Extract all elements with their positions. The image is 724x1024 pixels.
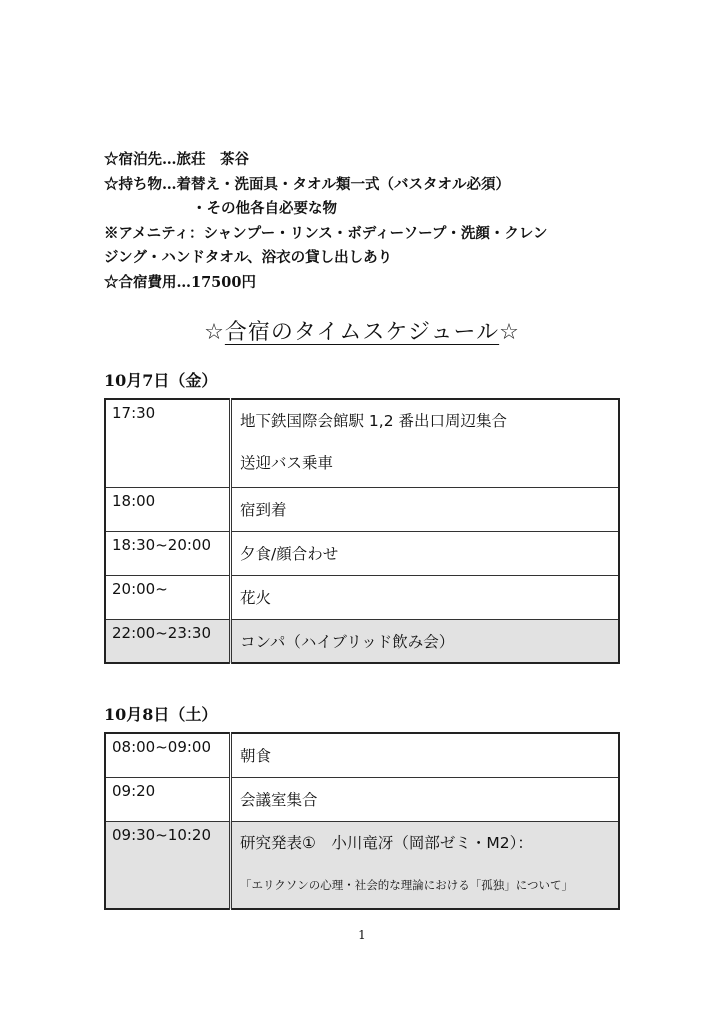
table-row (105, 399, 619, 487)
activity-cell: 会議室集合 (231, 777, 620, 821)
cost-line: ☆合宿費用…17500円 (104, 273, 256, 291)
time-cell: 20:00~ (105, 575, 231, 619)
activity-cell: 花火 (231, 575, 620, 619)
time-cell: 17:30 (105, 399, 231, 487)
belongings-line: ☆持ち物…着替え・洗面具・タオル類一式（バスタオル必須） (104, 175, 510, 193)
day1-heading: 10月7日（金） (104, 371, 218, 390)
day1-schedule-table (104, 398, 620, 664)
page-number: 1 (358, 928, 366, 942)
belongings-cont-line: ・その他各自必要な物 (192, 200, 337, 217)
schedule-title (0, 315, 724, 346)
table-row (105, 619, 619, 663)
time-cell: 18:00 (105, 487, 231, 531)
activity-cell (231, 399, 620, 487)
table-row (105, 821, 619, 909)
trip-info (104, 148, 644, 295)
table-row (105, 777, 619, 821)
activity-cell: 夕食/顔合わせ (231, 531, 620, 575)
time-cell: 22:00~23:30 (105, 619, 231, 663)
activity-subtitle: 「エリクソンの心理・社会的な理論における「孤独」について」 (240, 877, 574, 892)
table-row (105, 487, 619, 531)
activity-cell: 宿到着 (231, 487, 620, 531)
lodging-line: ☆宿泊先…旅荘 茶谷 (104, 151, 249, 168)
table-row (105, 575, 619, 619)
day2-schedule-table (104, 732, 620, 910)
time-cell: 09:30~10:20 (105, 821, 231, 909)
amenity-line-2: ジング・ハンドタオル、浴衣の貸し出しあり (104, 249, 393, 266)
table-row (105, 531, 619, 575)
time-cell: 09:20 (105, 777, 231, 821)
activity-cell: コンパ（ハイブリッド飲み会） (231, 619, 620, 663)
title-star-right: ☆ (499, 320, 520, 345)
time-cell: 08:00~09:00 (105, 733, 231, 777)
activity-cell: 朝食 (231, 733, 620, 777)
title-star-left: ☆ (204, 320, 225, 345)
table-row (105, 733, 619, 777)
day2-heading: 10月8日（土） (104, 705, 218, 724)
activity-text: 送迎バス乗車 (240, 454, 334, 472)
activity-cell (231, 821, 620, 909)
amenity-line-1: ※アメニティ：シャンプー・リンス・ボディーソープ・洗顔・クレン (104, 224, 548, 242)
time-cell: 18:30~20:00 (105, 531, 231, 575)
title-text: 合宿のタイムスケジュール (224, 320, 500, 345)
activity-text: 研究発表① 小川竜冴（岡部ゼミ・M2）： (240, 833, 533, 852)
activity-text: 地下鉄国際会館駅 1,2 番出口周辺集合 (240, 412, 508, 430)
